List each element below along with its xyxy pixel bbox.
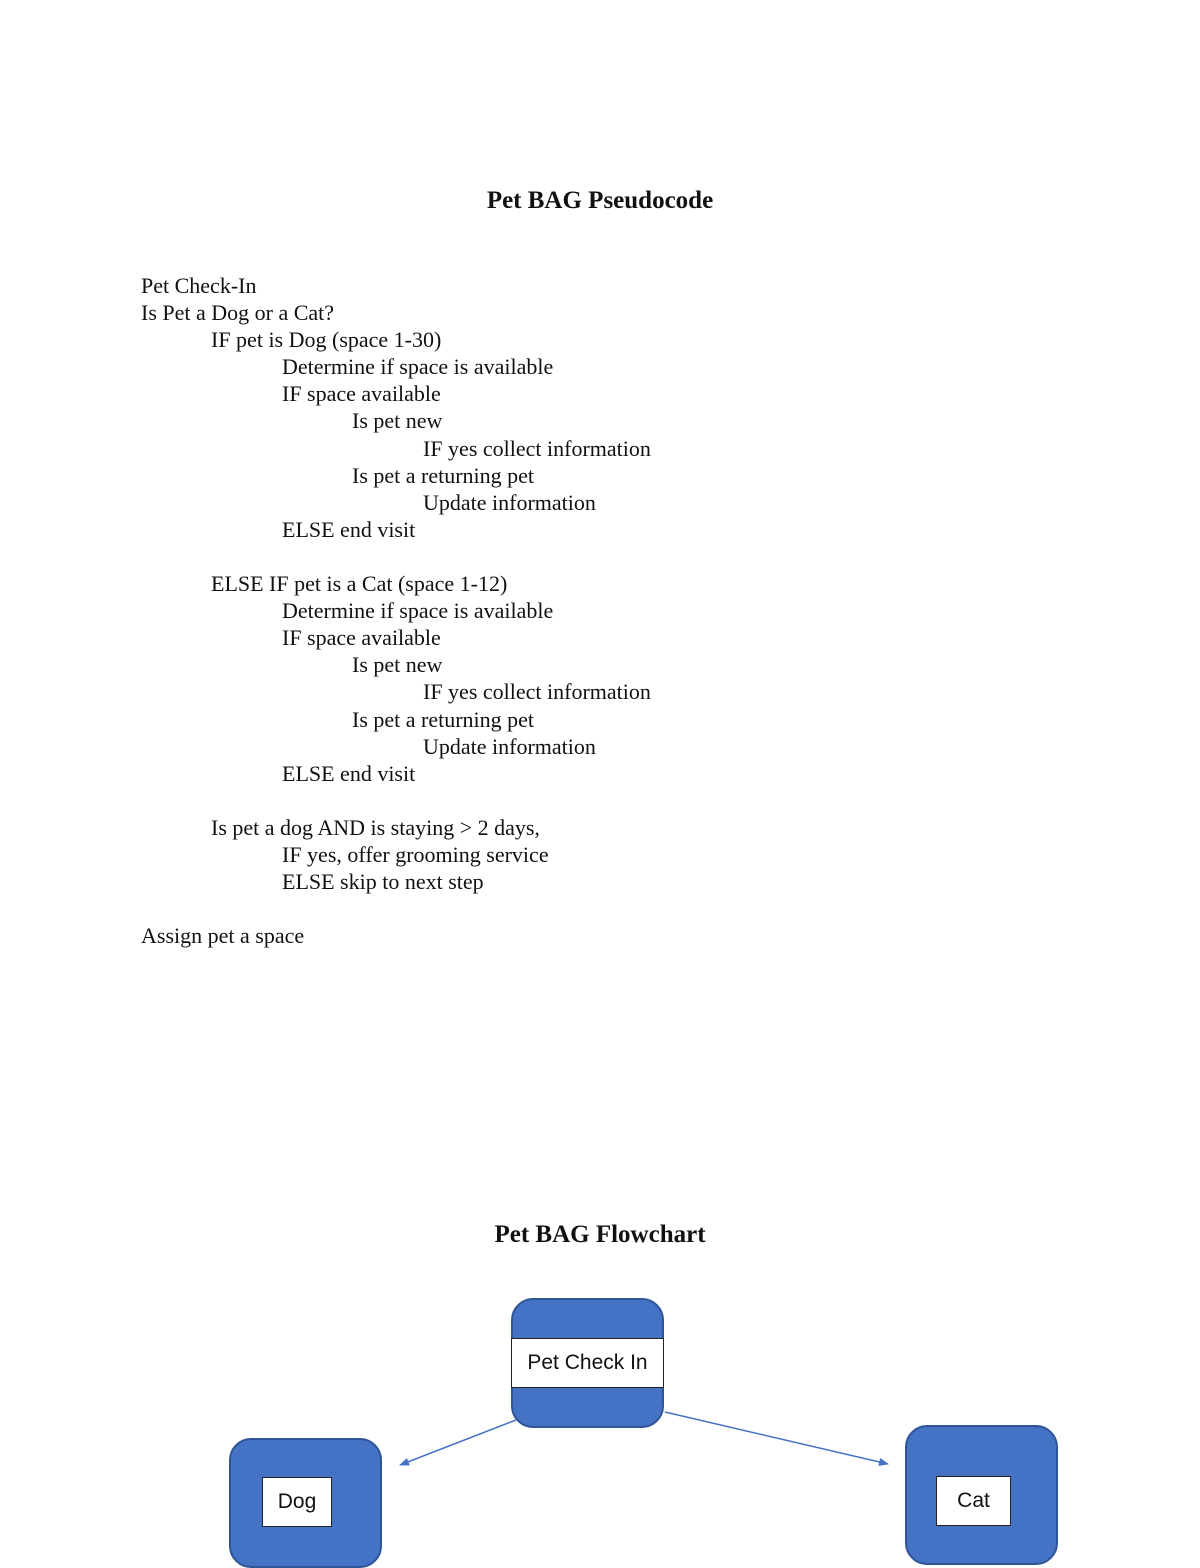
pseudocode-line: Update information <box>423 733 596 759</box>
pseudocode-line: Determine if space is available <box>282 598 554 624</box>
arrow-check-in-to-dog <box>400 1420 516 1465</box>
pseudocode-blank-line <box>141 895 651 922</box>
pseudocode-line: IF space available <box>282 381 441 407</box>
pseudocode-line: Assign pet a space <box>141 923 305 949</box>
pseudocode-line: ELSE end visit <box>282 516 416 542</box>
check-in-label: Pet Check In <box>511 1338 664 1388</box>
pseudocode-line: IF yes, offer grooming service <box>282 841 549 867</box>
pseudocode-line: Is pet new <box>352 652 443 678</box>
pseudocode-blank-line <box>141 543 651 570</box>
pseudocode-line: ELSE IF pet is a Cat (space 1-12) <box>211 571 508 597</box>
pseudocode-title: Pet BAG Pseudocode <box>486 187 714 214</box>
pseudocode-line: Determine if space is available <box>282 354 554 380</box>
pseudocode-line: Is pet a dog AND is staying > 2 days, <box>211 814 540 840</box>
pseudocode-line: IF space available <box>282 625 441 651</box>
cat-node <box>905 1425 1058 1565</box>
pseudocode-line: IF yes collect information <box>423 435 651 461</box>
dog-label: Dog <box>262 1477 332 1527</box>
pseudocode-blank-line <box>141 787 651 814</box>
dog-node <box>229 1438 382 1568</box>
flowchart-title: Pet BAG Flowchart <box>494 1221 706 1248</box>
check-in-node <box>511 1298 664 1428</box>
pseudocode-line: Is Pet a Dog or a Cat? <box>141 300 335 326</box>
pseudocode-block <box>141 272 651 949</box>
pseudocode-line: Is pet a returning pet <box>352 462 535 488</box>
pseudocode-line: IF pet is Dog (space 1-30) <box>211 327 442 353</box>
pseudocode-line: Pet Check-In <box>141 273 257 298</box>
cat-label: Cat <box>936 1476 1011 1526</box>
flowchart-diagram <box>0 1280 1200 1553</box>
pseudocode-line: Is pet new <box>352 408 443 434</box>
pseudocode-line: IF yes collect information <box>423 679 651 705</box>
pseudocode-line: ELSE end visit <box>282 760 416 786</box>
pseudocode-line: Is pet a returning pet <box>352 706 535 732</box>
arrow-check-in-to-cat <box>665 1412 888 1464</box>
pseudocode-line: Update information <box>423 489 596 515</box>
pseudocode-line: ELSE skip to next step <box>282 869 484 895</box>
